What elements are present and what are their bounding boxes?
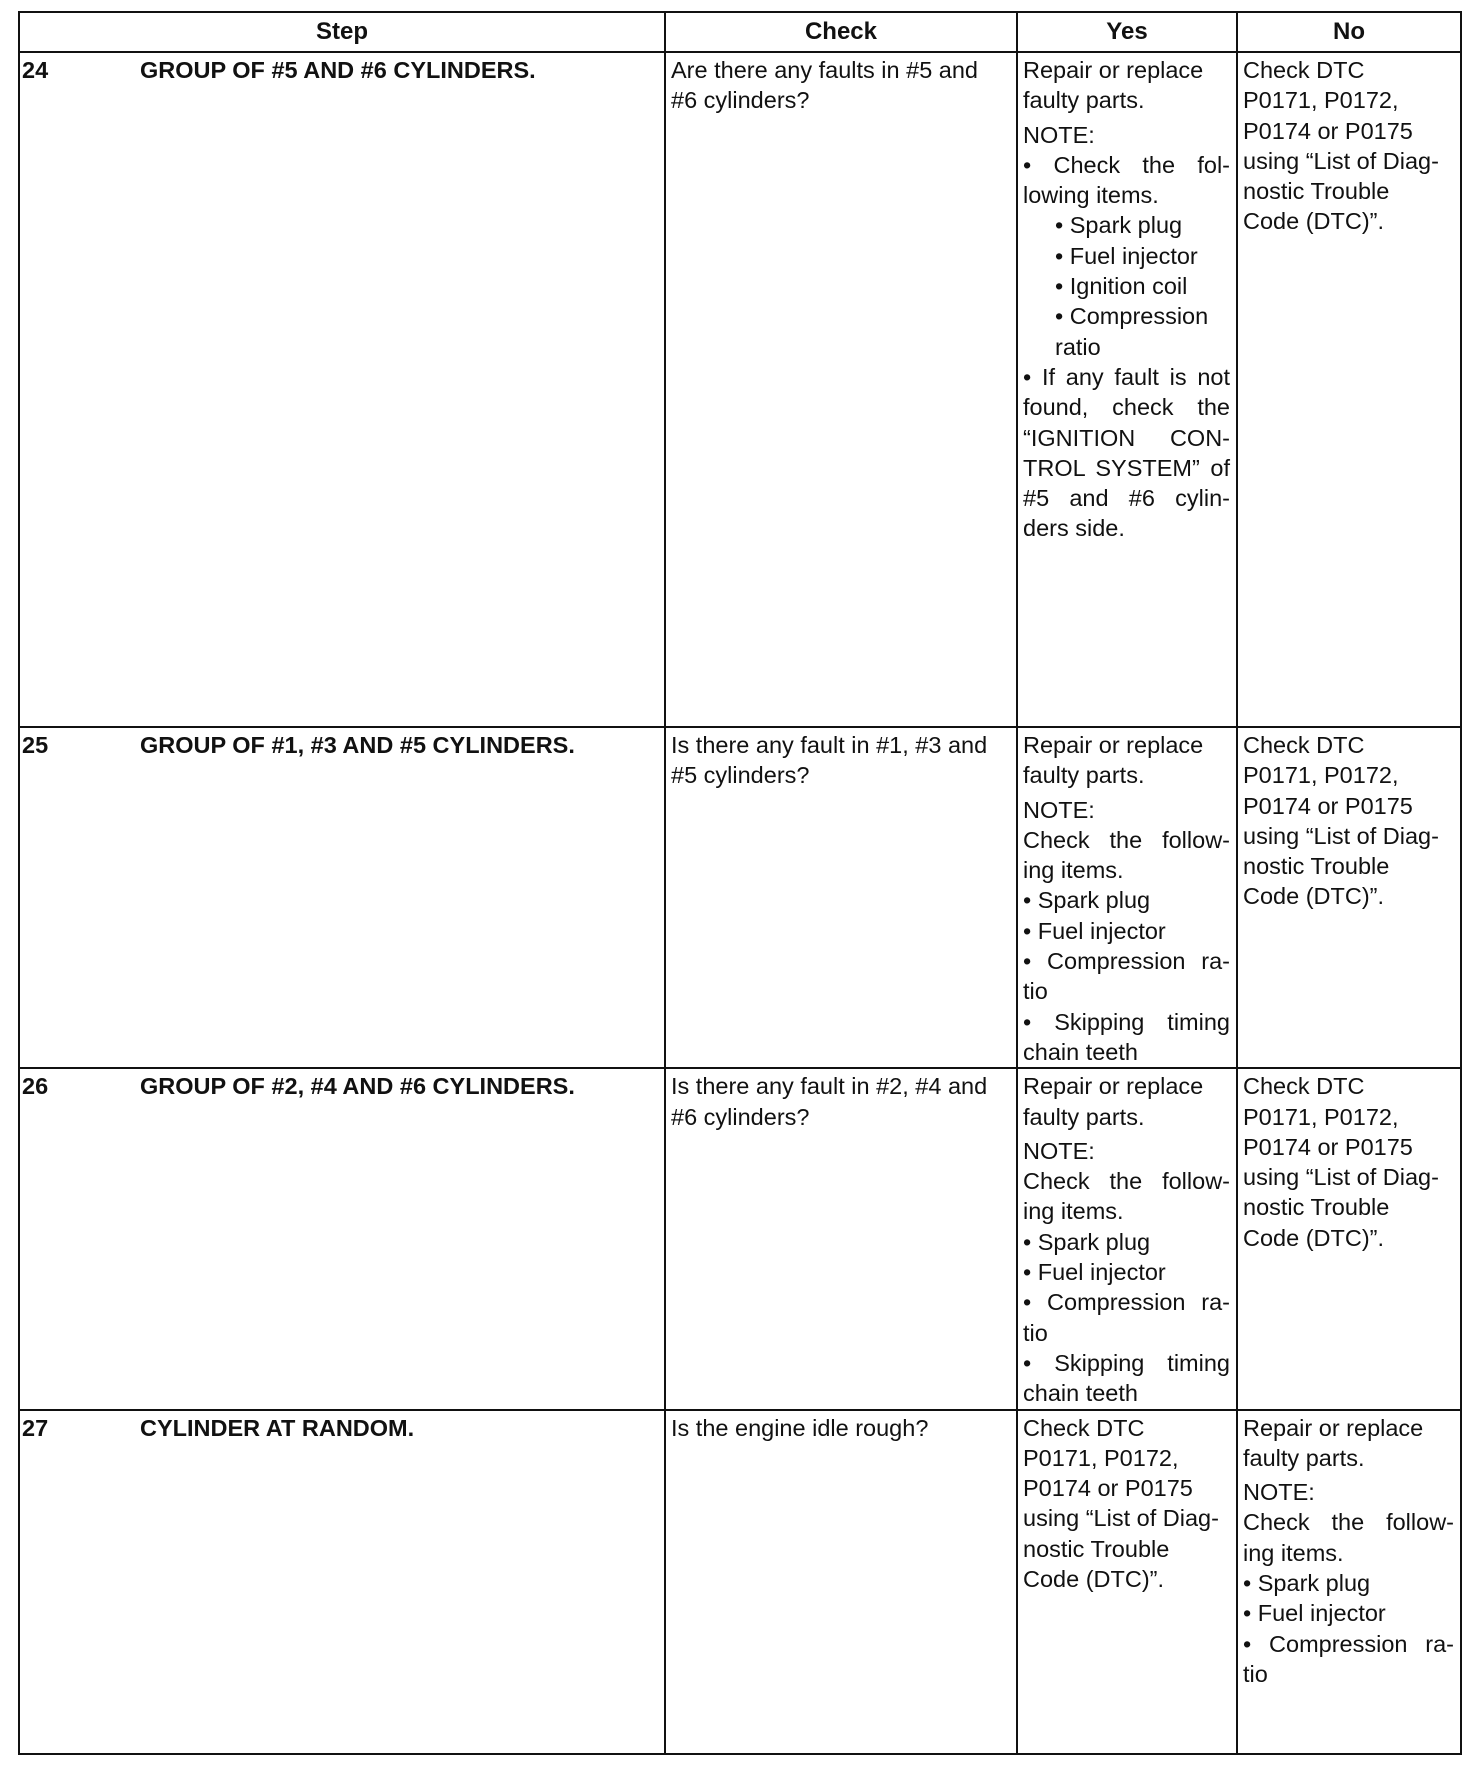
text-line: TROL SYSTEM” of xyxy=(1023,454,1230,481)
text-line: P0171, P0172, xyxy=(1243,1103,1399,1130)
text-line: P0174 or P0175 xyxy=(1243,1133,1413,1160)
text-line: Code (DTC)”. xyxy=(1243,883,1385,910)
yes-cell xyxy=(1017,52,1237,727)
text-line: • Compression ra- xyxy=(1023,1289,1230,1316)
table-row xyxy=(19,1410,1461,1754)
step-cell xyxy=(19,52,665,727)
text-line: nostic Trouble xyxy=(1243,178,1390,205)
text-line: P0174 or P0175 xyxy=(1243,117,1413,144)
check-text: Are there any faults in #5 and xyxy=(671,57,979,83)
text-line: • Fuel injector xyxy=(1055,242,1198,269)
text-line: ratio xyxy=(1055,333,1101,360)
note-label: NOTE: xyxy=(1023,796,1095,823)
text-line: ing items. xyxy=(1023,857,1124,884)
yes-text: faulty parts. xyxy=(1023,1103,1145,1130)
note-label: NOTE: xyxy=(1243,1479,1315,1506)
text-line: chain teeth xyxy=(1023,1038,1138,1065)
note-label: NOTE: xyxy=(1023,121,1095,148)
text-line: P0171, P0172, xyxy=(1023,1444,1179,1471)
yes-text: Repair or replace xyxy=(1023,732,1204,758)
text-line: • Fuel injector xyxy=(1243,1600,1386,1627)
check-text: Is the engine idle rough? xyxy=(671,1414,929,1441)
text-line: ing items. xyxy=(1023,1198,1124,1225)
text-line: nostic Trouble xyxy=(1243,853,1390,880)
text-line: Code (DTC)”. xyxy=(1023,1566,1165,1593)
note-body xyxy=(1023,1166,1230,1408)
check-cell xyxy=(665,1068,1017,1409)
check-text: Is there any fault in #2, #4 and xyxy=(671,1073,988,1100)
step-number: 25 xyxy=(22,732,49,758)
text-line: P0174 or P0175 xyxy=(1243,792,1413,819)
header-yes: Yes xyxy=(1017,12,1237,52)
no-cell xyxy=(1237,1068,1461,1409)
text-line: • Fuel injector xyxy=(1023,917,1166,944)
text-line: • Spark plug xyxy=(1055,212,1183,239)
text-line: P0171, P0172, xyxy=(1243,762,1399,789)
text-line: • Check the fol- xyxy=(1023,151,1230,178)
text-line: Check DTC xyxy=(1243,1073,1365,1100)
no-text xyxy=(1243,730,1454,912)
text-line: • Skipping timing xyxy=(1023,1008,1230,1035)
no-text xyxy=(1243,1071,1454,1253)
check-cell xyxy=(665,727,1017,1068)
text-line: P0174 or P0175 xyxy=(1023,1475,1193,1502)
yes-text: Repair or replace xyxy=(1023,57,1204,83)
yes-text: faulty parts. xyxy=(1023,762,1145,789)
table-row xyxy=(19,1068,1461,1409)
step-title: GROUP OF #2, #4 AND #6 CYLINDERS. xyxy=(140,1073,575,1100)
text-line: • Spark plug xyxy=(1243,1570,1371,1597)
step-number: 26 xyxy=(22,1073,49,1100)
no-cell xyxy=(1237,1410,1461,1754)
text-line: using “List of Diag- xyxy=(1243,1164,1439,1191)
text-line: found, check the xyxy=(1023,394,1230,421)
text-line: • Fuel injector xyxy=(1023,1259,1166,1286)
text-line: • Ignition coil xyxy=(1055,273,1188,300)
text-line: ing items. xyxy=(1243,1539,1344,1566)
header-no: No xyxy=(1237,12,1461,52)
text-line: tio xyxy=(1243,1660,1268,1687)
yes-text xyxy=(1023,1413,1230,1595)
text-line: Code (DTC)”. xyxy=(1243,208,1385,235)
no-cell xyxy=(1237,727,1461,1068)
text-line: • Spark plug xyxy=(1023,887,1151,914)
text-line: tio xyxy=(1023,1319,1048,1346)
no-cell xyxy=(1237,52,1461,727)
text-line: using “List of Diag- xyxy=(1023,1505,1219,1532)
step-cell xyxy=(19,1410,665,1754)
step-cell xyxy=(19,1068,665,1409)
note-body xyxy=(1023,150,1230,544)
header-row xyxy=(19,12,1461,52)
no-text: Repair or replace xyxy=(1243,1414,1424,1441)
header-check: Check xyxy=(665,12,1017,52)
step-number: 24 xyxy=(22,57,49,83)
check-text: Is there any fault in #1, #3 and xyxy=(671,732,988,758)
step-title: CYLINDER AT RANDOM. xyxy=(140,1414,415,1441)
step-number: 27 xyxy=(22,1414,49,1441)
yes-cell xyxy=(1017,1068,1237,1409)
text-line: • Skipping timing xyxy=(1023,1349,1230,1376)
text-line: Check DTC xyxy=(1243,732,1365,758)
step-title: GROUP OF #5 AND #6 CYLINDERS. xyxy=(140,57,536,83)
yes-cell xyxy=(1017,727,1237,1068)
text-line: using “List of Diag- xyxy=(1243,147,1439,174)
text-line: using “List of Diag- xyxy=(1243,822,1439,849)
text-line: Check DTC xyxy=(1023,1414,1145,1441)
text-line: “IGNITION CON- xyxy=(1023,424,1230,451)
text-line: Check the follow- xyxy=(1243,1509,1454,1536)
text-line: chain teeth xyxy=(1023,1380,1138,1407)
step-title: GROUP OF #1, #3 AND #5 CYLINDERS. xyxy=(140,732,575,758)
step-cell xyxy=(19,727,665,1068)
table-row xyxy=(19,52,1461,727)
text-line: Check the follow- xyxy=(1023,1168,1230,1195)
no-text: faulty parts. xyxy=(1243,1444,1365,1471)
diagnostic-table xyxy=(18,11,1462,1755)
check-cell xyxy=(665,1410,1017,1754)
check-text: #6 cylinders? xyxy=(671,87,810,114)
text-line: Code (DTC)”. xyxy=(1243,1224,1385,1251)
yes-text: Repair or replace xyxy=(1023,1073,1204,1100)
note-label: NOTE: xyxy=(1023,1137,1095,1164)
yes-text: faulty parts. xyxy=(1023,87,1145,114)
text-line: • Compression ra- xyxy=(1023,948,1230,975)
text-line: • Spark plug xyxy=(1023,1228,1151,1255)
text-line: • Compression xyxy=(1055,303,1209,330)
text-line: • Compression ra- xyxy=(1243,1630,1454,1657)
note-body xyxy=(1243,1507,1454,1689)
text-line: • If any fault is not xyxy=(1023,363,1230,390)
text-line: tio xyxy=(1023,978,1048,1005)
check-text: #5 cylinders? xyxy=(671,762,810,789)
no-text xyxy=(1243,55,1454,237)
text-line: nostic Trouble xyxy=(1243,1194,1390,1221)
text-line: lowing items. xyxy=(1023,182,1159,209)
yes-cell xyxy=(1017,1410,1237,1754)
text-line: Check the follow- xyxy=(1023,826,1230,853)
text-line: nostic Trouble xyxy=(1023,1535,1170,1562)
table-row xyxy=(19,727,1461,1068)
text-line: Check DTC xyxy=(1243,57,1365,83)
check-cell xyxy=(665,52,1017,727)
text-line: #5 and #6 cylin- xyxy=(1023,485,1230,512)
header-step: Step xyxy=(19,12,665,52)
check-text: #6 cylinders? xyxy=(671,1103,810,1130)
text-line: ders side. xyxy=(1023,515,1125,542)
note-body xyxy=(1023,825,1230,1067)
text-line: P0171, P0172, xyxy=(1243,87,1399,114)
